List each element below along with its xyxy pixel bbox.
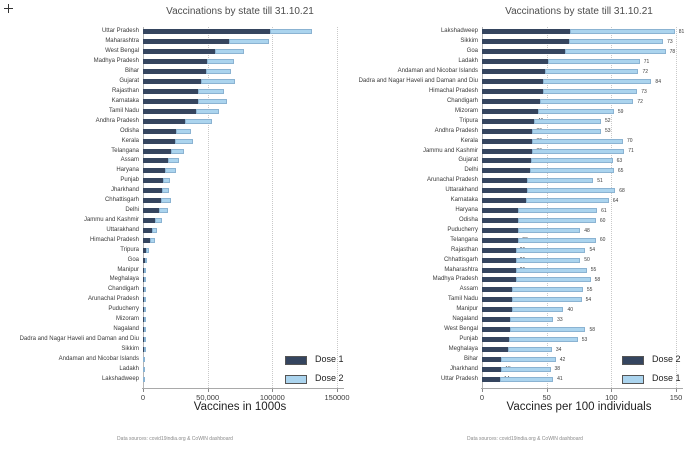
category-label: Andhra Pradesh — [95, 117, 139, 124]
bar-segment — [144, 277, 146, 282]
bar-segment — [165, 168, 176, 173]
category-label: Maharashtra — [105, 38, 139, 45]
bar-value-label: 48 — [584, 227, 590, 234]
axis-tick-label: 150000 — [324, 393, 350, 402]
category-label: Maharashtra — [444, 266, 478, 273]
plot-area — [350, 0, 700, 450]
category-label: Mizoram — [115, 316, 139, 323]
bar-value-label: 40 — [567, 306, 574, 313]
bar-value-label: 61 — [601, 207, 607, 214]
legend-swatch — [622, 356, 644, 365]
bar-segment — [175, 139, 193, 144]
bar-segment — [168, 158, 179, 163]
gridline — [272, 27, 273, 388]
bar-value-label: 54 — [585, 297, 592, 303]
bar-segment — [207, 59, 234, 64]
bar-segment — [532, 139, 623, 144]
category-label: Gujarat — [119, 78, 139, 85]
category-label: Puducherry — [108, 306, 139, 313]
bar-segment — [538, 109, 614, 114]
category-label: Jharkhand — [449, 365, 478, 372]
bar-segment — [161, 198, 171, 203]
category-label: Gujarat — [458, 157, 478, 164]
bar-segment — [516, 248, 586, 253]
bar-value-label: 38 — [554, 366, 561, 373]
x-axis-label: Vaccines in 1000s — [193, 401, 287, 413]
category-label: Uttar Pradesh — [440, 375, 478, 382]
axis-tick — [611, 389, 612, 392]
bar-segment — [540, 99, 633, 104]
category-label: Uttarakhand — [106, 226, 139, 233]
gridline — [337, 27, 338, 388]
axis-tick-label: 100000 — [259, 393, 285, 402]
bar-segment — [482, 248, 516, 253]
category-label: Odisha — [119, 127, 139, 134]
bar-segment — [143, 69, 206, 74]
bar-segment — [143, 149, 171, 154]
category-label: Rajasthan — [450, 246, 478, 253]
category-label: West Bengal — [444, 326, 478, 333]
chart-title: Vaccinations by state till 31.10.21 — [166, 6, 314, 17]
bar-segment — [143, 188, 162, 193]
bar-segment — [570, 29, 675, 34]
bar-segment — [482, 367, 501, 372]
chart-vaccines-per-100 — [350, 0, 700, 450]
category-label: Ladakh — [458, 58, 478, 65]
category-label: Rajasthan — [111, 87, 139, 94]
bar-segment — [482, 178, 527, 183]
bar-value-label: 59 — [617, 108, 624, 115]
bar-segment — [516, 277, 591, 282]
bar-segment — [482, 158, 531, 163]
bar-value-label: 72 — [642, 68, 649, 75]
category-label: Chhattisgarh — [443, 256, 478, 263]
bar-segment — [162, 188, 169, 193]
category-label: Delhi — [464, 167, 478, 174]
data-source-note: Data sources: covid19india.org & CoWIN dashboard — [467, 436, 583, 442]
bar-segment — [532, 129, 601, 134]
gridline — [676, 27, 677, 388]
bar-segment — [510, 327, 585, 332]
category-label: Andhra Pradesh — [434, 127, 478, 134]
bar-segment — [150, 238, 154, 243]
category-label: Arunachal Pradesh — [426, 177, 478, 184]
bar-segment — [145, 258, 147, 263]
bar-segment — [201, 79, 235, 84]
bar-segment — [143, 168, 165, 173]
bar-segment — [518, 208, 597, 213]
axis-tick-label: 50 — [542, 393, 551, 402]
category-label: Ladakh — [119, 365, 139, 372]
bar-value-label: 65 — [617, 168, 624, 175]
category-label: Goa — [127, 256, 139, 263]
category-label: Madhya Pradesh — [432, 276, 478, 283]
bar-segment — [545, 69, 638, 74]
bar-segment — [518, 218, 596, 223]
axis-tick-label: 50,000 — [196, 393, 220, 402]
legend-label: Dose 1 — [315, 354, 344, 364]
bar-value-label: 33 — [557, 316, 563, 323]
legend-swatch — [285, 356, 307, 365]
bar-segment — [482, 168, 530, 173]
category-label: Himachal Pradesh — [89, 236, 139, 243]
bar-value-label: 72 — [637, 98, 643, 105]
bar-segment — [143, 377, 145, 382]
category-label: Tamil Nadu — [108, 107, 139, 114]
bar-segment — [155, 218, 162, 223]
bar-segment — [482, 59, 548, 64]
bar-segment — [143, 228, 152, 233]
bar-segment — [143, 29, 270, 34]
bar-segment — [482, 268, 516, 273]
category-label: Odisha — [458, 216, 478, 223]
bar-segment — [534, 119, 601, 124]
bar-segment — [532, 149, 624, 154]
bar-segment — [143, 79, 201, 84]
bar-segment — [171, 149, 184, 154]
category-label: Kerala — [460, 137, 478, 144]
bar-segment — [482, 347, 508, 352]
bar-value-label: 42 — [559, 356, 566, 363]
bar-segment — [508, 347, 552, 352]
category-label: Assam — [120, 157, 139, 164]
legend-swatch — [622, 375, 644, 384]
bar-segment — [144, 327, 146, 332]
bar-segment — [565, 49, 666, 54]
bar-segment — [146, 248, 148, 253]
bar-segment — [482, 327, 510, 332]
bar-segment — [482, 89, 543, 94]
category-label: Karnataka — [450, 197, 478, 204]
bar-value-label: 78 — [669, 49, 676, 55]
data-source-note: Data sources: covid19india.org & CoWIN dashboard — [117, 436, 233, 442]
bar-segment — [143, 357, 145, 362]
bar-value-label: 55 — [590, 267, 597, 274]
bar-value-label: 64 — [612, 197, 619, 204]
bar-segment — [270, 29, 313, 34]
bar-segment — [482, 238, 518, 243]
bar-segment — [501, 367, 550, 372]
bar-segment — [516, 268, 587, 273]
bar-segment — [482, 317, 510, 322]
bar-value-label: 63 — [616, 158, 623, 165]
bar-segment — [144, 287, 146, 292]
bar-segment — [482, 218, 518, 223]
bar-value-label: 34 — [555, 346, 562, 353]
bar-segment — [569, 39, 663, 44]
bar-value-label: 84 — [655, 78, 661, 85]
category-label: Haryana — [455, 207, 478, 214]
bar-segment — [144, 297, 146, 302]
bar-segment — [482, 39, 569, 44]
bar-segment — [482, 277, 516, 282]
category-label: West Bengal — [105, 48, 139, 55]
bar-segment — [144, 307, 146, 312]
bar-value-label: 53 — [581, 336, 588, 343]
bar-segment — [152, 228, 157, 233]
category-label: Chhattisgarh — [104, 197, 139, 204]
bar-segment — [512, 287, 583, 292]
category-label: Tripura — [459, 117, 478, 124]
category-label: Lakshadweep — [101, 375, 139, 382]
category-label: Chandigarh — [446, 97, 478, 104]
bar-segment — [143, 139, 175, 144]
chart-title: Vaccinations by state till 31.10.21 — [505, 6, 653, 17]
bar-value-label: 50 — [584, 257, 590, 264]
category-label: Lakshadweep — [440, 28, 478, 35]
category-label: Karnataka — [111, 97, 139, 104]
bar-segment — [482, 49, 565, 54]
category-label: Meghalaya — [448, 345, 478, 352]
bar-segment — [144, 317, 146, 322]
bar-value-label: 58 — [589, 326, 596, 333]
bar-segment — [482, 228, 518, 233]
category-label: Meghalaya — [109, 276, 139, 283]
legend-swatch — [285, 375, 307, 384]
bar-segment — [482, 357, 501, 362]
category-label: Kerala — [121, 137, 139, 144]
bar-segment — [527, 178, 593, 183]
bar-segment — [509, 337, 578, 342]
bar-value-label: 71 — [643, 58, 650, 65]
bar-value-label: 73 — [641, 88, 647, 95]
bar-segment — [143, 198, 161, 203]
category-label: Chandigarh — [107, 286, 139, 293]
category-label: Manipur — [117, 266, 139, 273]
axis-tick — [676, 389, 677, 392]
category-label: Jammu and Kashmir — [83, 216, 139, 223]
bar-segment — [482, 198, 526, 203]
axis-tick — [208, 389, 209, 392]
bar-segment — [143, 218, 155, 223]
category-label: Himachal Pradesh — [428, 87, 478, 94]
axis-tick-label: 150 — [669, 393, 683, 402]
bar-segment — [482, 149, 532, 154]
category-label: Jammu and Kashmir — [422, 147, 478, 154]
bar-segment — [516, 258, 581, 263]
x-axis-label: Vaccines per 100 individuals — [506, 401, 652, 413]
bar-segment — [144, 347, 146, 352]
bar-segment — [482, 258, 516, 263]
category-label: Delhi — [125, 207, 139, 214]
bar-value-label: 55 — [586, 287, 593, 294]
category-label: Tamil Nadu — [447, 296, 478, 303]
bar-segment — [526, 198, 609, 203]
category-label: Punjab — [120, 177, 139, 184]
bar-value-label: 58 — [594, 277, 601, 284]
bar-segment — [143, 129, 176, 134]
axis-tick — [143, 389, 144, 392]
bar-segment — [548, 59, 640, 64]
bar-segment — [143, 367, 145, 372]
bar-value-label: 54 — [589, 247, 596, 254]
bar-segment — [527, 188, 615, 193]
category-label: Manipur — [456, 306, 478, 313]
axis-tick — [337, 389, 338, 392]
bar-value-label: 73 — [667, 39, 673, 46]
bar-segment — [518, 228, 580, 233]
category-label: Telangana — [111, 147, 139, 154]
bar-segment — [198, 89, 224, 94]
bar-segment — [215, 49, 244, 54]
bar-segment — [482, 188, 527, 193]
category-label: Bihar — [463, 355, 478, 362]
axis-tick — [547, 389, 548, 392]
category-label: Bihar — [124, 68, 139, 75]
bar-segment — [482, 119, 534, 124]
bar-value-label: 53 — [604, 128, 611, 135]
category-label: Dadra and Nagar Haveli and Daman and Diu — [358, 78, 478, 85]
bar-segment — [500, 377, 553, 382]
bar-segment — [143, 99, 198, 104]
bar-segment — [198, 99, 227, 104]
bar-segment — [482, 139, 532, 144]
axis-tick-label: 0 — [479, 393, 485, 402]
bar-segment — [543, 89, 637, 94]
category-label: Haryana — [116, 167, 139, 174]
x-axis-line — [481, 388, 683, 389]
category-label: Jharkhand — [110, 187, 139, 194]
bar-segment — [531, 158, 612, 163]
bar-segment — [482, 307, 512, 312]
bar-value-label: 71 — [628, 148, 634, 155]
category-label: Dadra and Nagar Haveli and Daman and Diu — [19, 335, 139, 342]
bar-segment — [206, 69, 231, 74]
bar-segment — [482, 337, 509, 342]
bar-segment — [482, 29, 570, 34]
bar-segment — [144, 268, 146, 273]
bar-segment — [512, 307, 564, 312]
legend-item — [622, 373, 700, 385]
category-label: Mizoram — [454, 107, 478, 114]
x-axis-line — [142, 388, 344, 389]
bar-segment — [482, 297, 512, 302]
legend-label: Dose 2 — [652, 354, 681, 364]
category-label: Punjab — [459, 335, 478, 342]
bar-segment — [482, 99, 540, 104]
bar-segment — [482, 287, 512, 292]
bar-segment — [512, 297, 582, 302]
category-label: Arunachal Pradesh — [87, 296, 139, 303]
bar-segment — [143, 238, 150, 243]
legend-item — [622, 354, 700, 366]
axis-tick — [272, 389, 273, 392]
category-label: Goa — [466, 48, 478, 55]
bar-segment — [482, 208, 518, 213]
category-label: Telangana — [450, 236, 478, 243]
bar-segment — [143, 178, 163, 183]
bar-segment — [482, 377, 500, 382]
category-label: Nagaland — [113, 326, 139, 333]
category-label: Sikkim — [460, 38, 478, 45]
legend-label: Dose 2 — [315, 373, 344, 383]
category-label: Tripura — [120, 246, 139, 253]
bar-value-label: 60 — [599, 237, 606, 244]
category-label: Sikkim — [121, 345, 139, 352]
category-label: Uttar Pradesh — [101, 28, 139, 35]
category-label: Andaman and Nicobar Islands — [58, 355, 139, 362]
axis-tick-label: 0 — [140, 393, 146, 402]
bar-value-label: 70 — [626, 138, 633, 145]
bar-segment — [159, 208, 168, 213]
bar-segment — [143, 49, 215, 54]
bar-value-label: 52 — [604, 118, 611, 125]
legend-label: Dose 1 — [652, 373, 681, 383]
bar-segment — [482, 79, 543, 84]
bar-segment — [143, 109, 196, 114]
bar-segment — [185, 119, 212, 124]
category-label: Nagaland — [452, 316, 478, 323]
bar-segment — [543, 79, 652, 84]
category-label: Andaman and Nicobar Islands — [397, 68, 478, 75]
bar-segment — [143, 39, 229, 44]
category-label: Puducherry — [447, 226, 478, 233]
category-label: Assam — [459, 286, 478, 293]
bar-value-label: 41 — [557, 376, 563, 383]
bar-segment — [530, 168, 614, 173]
bar-segment — [143, 59, 207, 64]
bar-value-label: 60 — [599, 217, 606, 224]
bar-value-label: 51 — [597, 177, 603, 184]
axis-tick — [482, 389, 483, 392]
bar-segment — [510, 317, 553, 322]
bar-segment — [143, 208, 159, 213]
bar-segment — [229, 39, 269, 44]
category-label: Madhya Pradesh — [93, 58, 139, 65]
bar-segment — [143, 89, 198, 94]
bar-segment — [143, 158, 168, 163]
bar-segment — [176, 129, 191, 134]
bar-segment — [143, 119, 185, 124]
bar-segment — [518, 238, 596, 243]
bar-value-label: 68 — [619, 187, 625, 194]
bar-segment — [482, 129, 532, 134]
axis-tick-label: 100 — [605, 393, 618, 402]
bar-segment — [501, 357, 555, 362]
bar-segment — [196, 109, 219, 114]
bar-segment — [163, 178, 170, 183]
bar-segment — [482, 109, 538, 114]
bar-segment — [144, 337, 146, 342]
category-label: Uttarakhand — [445, 187, 478, 194]
bar-segment — [482, 69, 545, 74]
bar-value-label: 81 — [678, 29, 685, 36]
